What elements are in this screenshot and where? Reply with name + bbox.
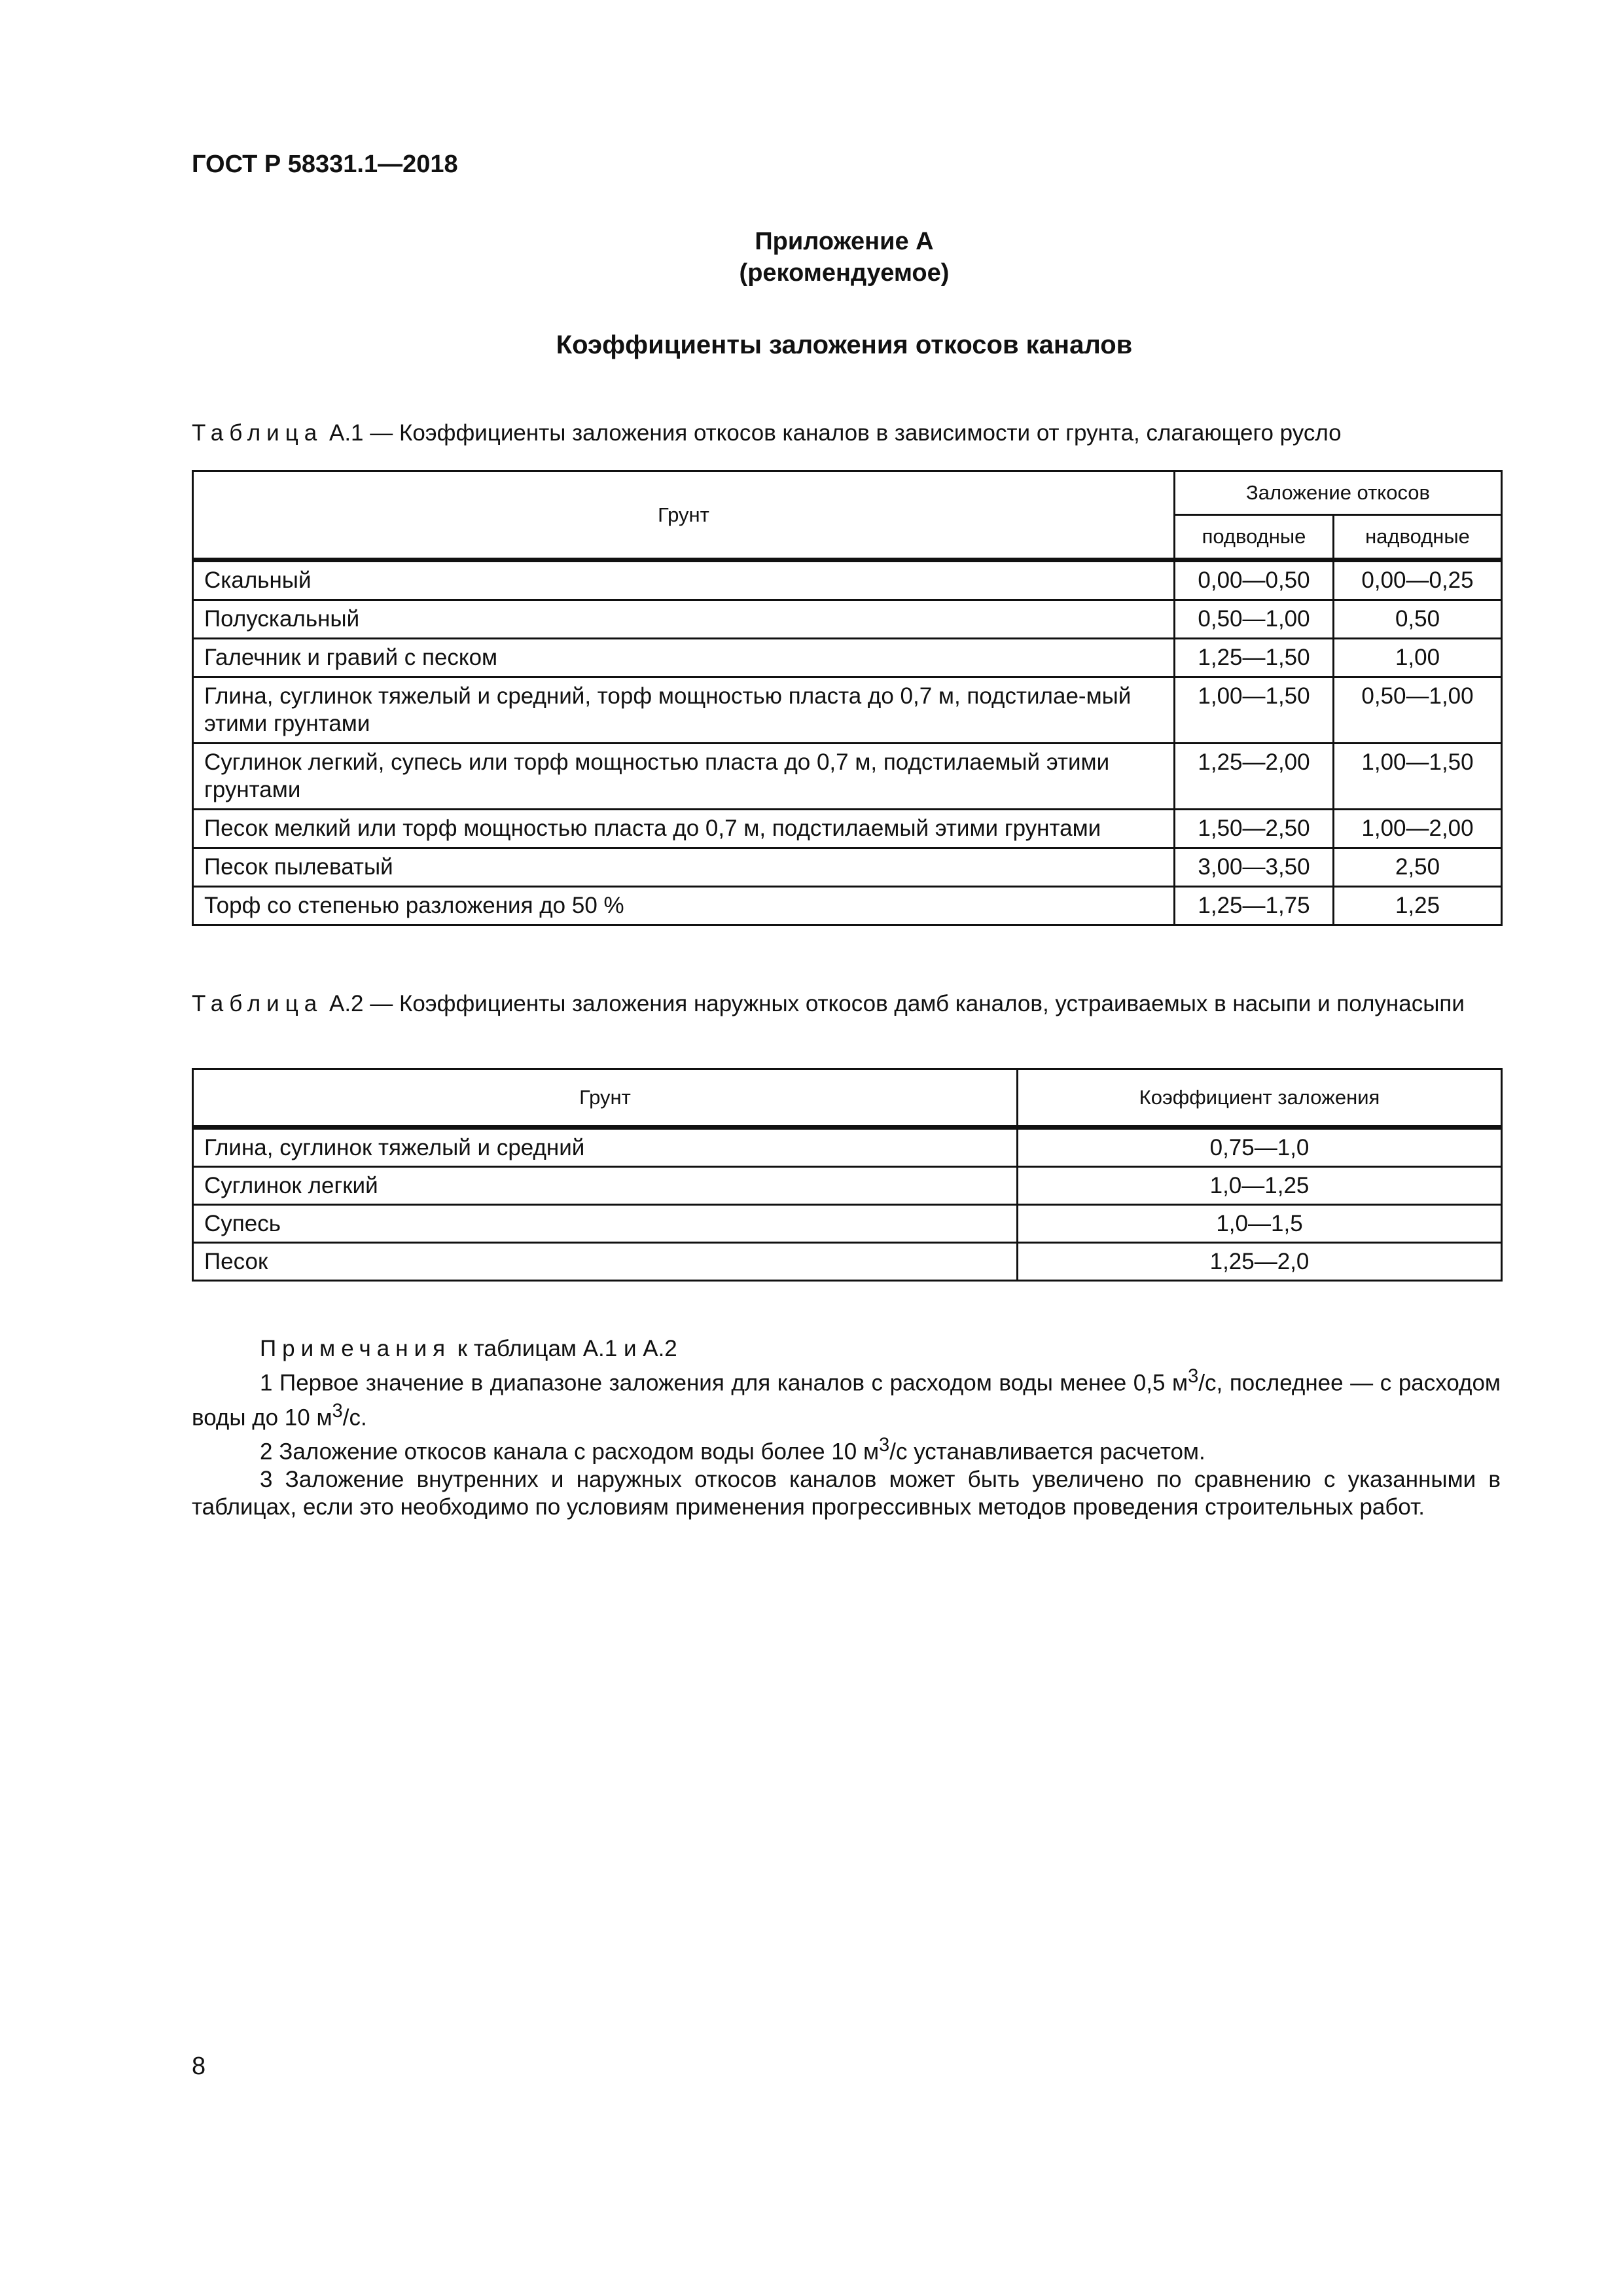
note-3: 3 Заложение внутренних и наружных откосов каналов может быть увеличено по сравнению с указанными в таблицах, если это необходимо по условиям применения прогрессивных методов проведения строительных работ. — [192, 1466, 1501, 1520]
table-row — [193, 1205, 1502, 1243]
table1-caption — [192, 419, 1501, 448]
table1-cell-above: 2,50 — [1334, 848, 1502, 887]
table-row — [193, 1167, 1502, 1205]
table-row — [193, 639, 1502, 677]
table1-cell-above: 0,50 — [1334, 600, 1502, 639]
table1-cell-above: 0,00—0,25 — [1334, 560, 1502, 600]
table1-cell-soil: Глина, суглинок тяжелый и средний, торф мощностью пласта до 0,7 м, подстилае-мый этими грунтами — [193, 677, 1175, 744]
page-number: 8 — [192, 2053, 206, 2080]
table1-cell-under: 0,50—1,00 — [1175, 600, 1334, 639]
table1-cell-soil: Песок пылеватый — [193, 848, 1175, 887]
note-2-part: 2 Заложение откосов канала с расходом воды более 10 м — [260, 1439, 880, 1465]
table2-cell-soil: Суглинок легкий — [193, 1167, 1018, 1205]
table-row — [193, 677, 1502, 744]
table2-cell-coef: 1,0—1,5 — [1018, 1205, 1502, 1243]
table1-cell-above: 0,50—1,00 — [1334, 677, 1502, 744]
table-row — [193, 744, 1502, 810]
table2-header-coefficient: Коэффициент заложения — [1018, 1069, 1502, 1128]
note-2-sup: 3 — [879, 1435, 890, 1456]
note-1-sup: 3 — [1188, 1366, 1199, 1387]
table1-cell-soil: Суглинок легкий, супесь или торф мощностью пласта до 0,7 м, подстилаемый этими грунтами — [193, 744, 1175, 810]
annex-status: (рекомендуемое) — [739, 259, 950, 287]
table-row — [193, 560, 1502, 600]
table1-cell-soil: Полускальный — [193, 600, 1175, 639]
table1-cell-above: 1,00—2,00 — [1334, 810, 1502, 848]
notes-title-prefix: Примечания — [260, 1336, 452, 1361]
table1-cell-soil: Торф со степенью разложения до 50 % — [193, 887, 1175, 925]
table1-cell-soil: Галечник и гравий с песком — [193, 639, 1175, 677]
table2-caption-prefix: Таблица — [192, 991, 323, 1016]
annex-heading — [0, 226, 1623, 289]
table1-cell-under: 3,00—3,50 — [1175, 848, 1334, 887]
section-title: Коэффициенты заложения откосов каналов — [556, 331, 1133, 359]
table1-cell-above: 1,25 — [1334, 887, 1502, 925]
table-a2 — [192, 1068, 1503, 1282]
table-row — [193, 600, 1502, 639]
table1-cell-above: 1,00—1,50 — [1334, 744, 1502, 810]
table2-cell-coef: 0,75—1,0 — [1018, 1128, 1502, 1167]
table-row — [193, 848, 1502, 887]
table-row — [193, 887, 1502, 925]
note-2-part: /с устанавливается расчетом. — [889, 1439, 1205, 1465]
document-code: ГОСТ Р 58331.1—2018 — [192, 151, 458, 178]
note-1-part: /с. — [342, 1405, 367, 1431]
table1-caption-prefix: Таблица — [192, 420, 323, 446]
table-row — [193, 810, 1502, 848]
table2-caption — [192, 990, 1501, 1018]
table1-cell-soil: Скальный — [193, 560, 1175, 600]
table2-cell-soil: Глина, суглинок тяжелый и средний — [193, 1128, 1018, 1167]
table2-cell-coef: 1,25—2,0 — [1018, 1243, 1502, 1281]
table1-caption-text: А.1 — Коэффициенты заложения откосов каналов в зависимости от грунта, слагающего русло — [329, 420, 1342, 446]
table1-cell-under: 0,00—0,50 — [1175, 560, 1334, 600]
table2-cell-soil: Песок — [193, 1243, 1018, 1281]
note-1-sup: 3 — [332, 1400, 343, 1422]
table1-cell-under: 1,25—1,75 — [1175, 887, 1334, 925]
table1-header-underwater: подводные — [1175, 515, 1334, 560]
notes-title — [192, 1335, 1501, 1363]
table1-cell-soil: Песок мелкий или торф мощностью пласта до 0,7 м, подстилаемый этими грунтами — [193, 810, 1175, 848]
table2-cell-coef: 1,0—1,25 — [1018, 1167, 1502, 1205]
table1-header-soil: Грунт — [193, 471, 1175, 560]
note-2 — [192, 1431, 1501, 1466]
table1-cell-under: 1,25—2,00 — [1175, 744, 1334, 810]
note-1 — [192, 1363, 1501, 1431]
table1-cell-under: 1,25—1,50 — [1175, 639, 1334, 677]
table1-cell-under: 1,50—2,50 — [1175, 810, 1334, 848]
table2-header-soil: Грунт — [193, 1069, 1018, 1128]
table-a1 — [192, 470, 1503, 926]
table2-cell-soil: Супесь — [193, 1205, 1018, 1243]
table1-header-abovewater: надводные — [1334, 515, 1502, 560]
table1-cell-above: 1,00 — [1334, 639, 1502, 677]
notes-title-suffix: к таблицам А.1 и А.2 — [457, 1336, 677, 1361]
table1-cell-under: 1,00—1,50 — [1175, 677, 1334, 744]
table2-caption-text: А.2 — Коэффициенты заложения наружных откосов дамб каналов, устраиваемых в насыпи и полунасыпи — [329, 991, 1465, 1016]
table-row — [193, 1128, 1502, 1167]
table-row — [193, 1243, 1502, 1281]
notes — [192, 1335, 1501, 1521]
note-1-part: 1 Первое значение в диапазоне заложения для каналов с расходом воды менее 0,5 м — [260, 1370, 1188, 1396]
annex-title: Приложение А — [755, 228, 934, 255]
note-1-part: /с, последнее — с расходом воды до 10 м — [192, 1370, 1501, 1431]
table1-header-group: Заложение откосов — [1175, 471, 1502, 515]
